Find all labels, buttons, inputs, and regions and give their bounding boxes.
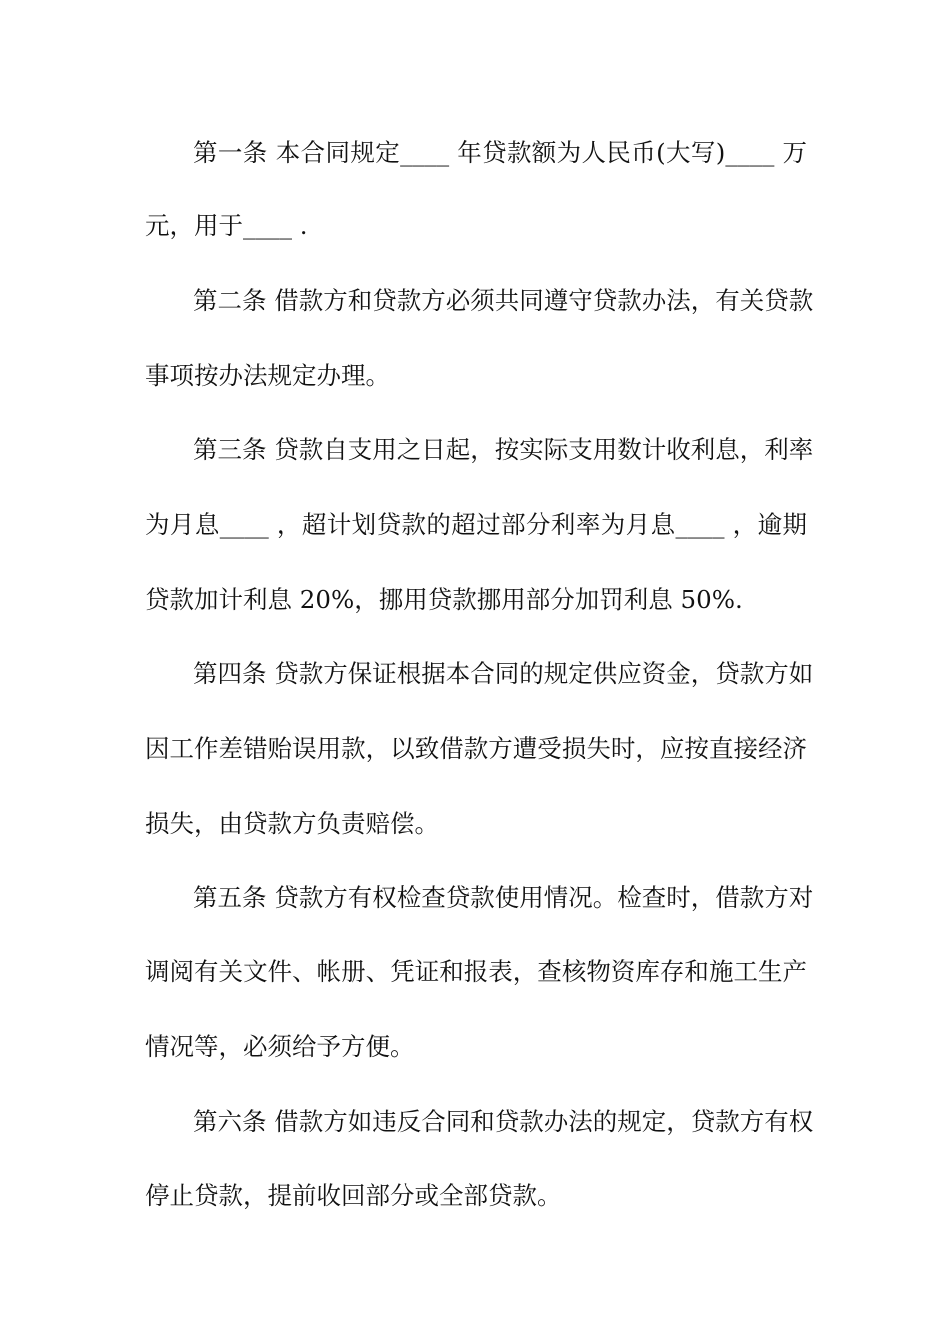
article-4-line-3: 损失，由贷款方负责赔偿。 [145,809,439,838]
article-2-line-1: 第二条 借款方和贷款方必须共同遵守贷款办法，有关贷款 [193,286,814,315]
article-1-line-1: 第一条 本合同规定____ 年贷款额为人民币(大写)____ 万 [193,138,807,167]
article-3-line-3: 贷款加计利息 20%，挪用贷款挪用部分加罚利息 50%. [145,585,743,614]
article-2-line-2: 事项按办法规定办理。 [145,361,390,390]
article-5-line-1: 第五条 贷款方有权检查贷款使用情况。检查时，借款方对 [193,883,814,912]
article-6-line-2: 停止贷款，提前收回部分或全部贷款。 [145,1181,562,1210]
article-3-line-1: 第三条 贷款自支用之日起，按实际支用数计收利息，利率 [193,435,814,464]
article-4-line-1: 第四条 贷款方保证根据本合同的规定供应资金，贷款方如 [193,659,814,688]
article-5-line-3: 情况等，必须给予方便。 [145,1032,415,1061]
article-5-line-2: 调阅有关文件、帐册、凭证和报表，查核物资库存和施工生产 [145,957,807,986]
article-1-line-2: 元，用于____ . [145,211,308,240]
article-3-line-2: 为月息____ ，超计划贷款的超过部分利率为月息____ ，逾期 [145,510,807,539]
article-4-line-2: 因工作差错贻误用款，以致借款方遭受损失时，应按直接经济 [145,734,807,763]
article-6-line-1: 第六条 借款方如违反合同和贷款办法的规定，贷款方有权 [193,1107,814,1136]
